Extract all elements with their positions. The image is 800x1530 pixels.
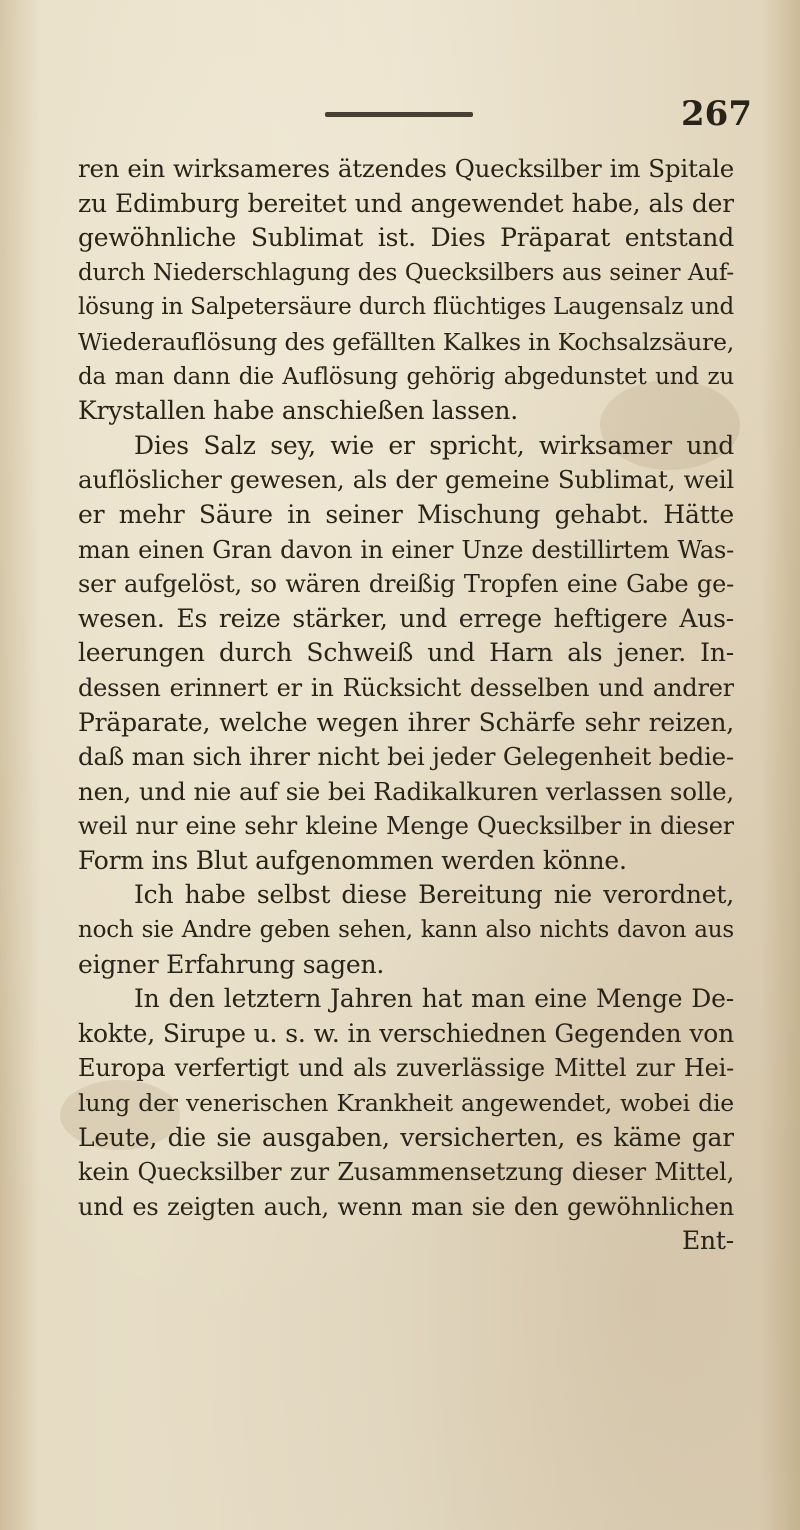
- text-line: weil nur eine sehr kleine Menge Quecksilber in dieser: [78, 812, 734, 841]
- text-line: da man dann die Auflösung gehörig abgedunstet und zu: [78, 363, 734, 390]
- text-line: Dies Salz sey, wie er spricht, wirksamer und: [134, 430, 734, 460]
- text-line: In den letztern Jahren hat man eine Menge De-: [134, 984, 734, 1014]
- text-line: noch sie Andre geben sehen, kann also nichts davon aus: [78, 917, 734, 944]
- text-line: wesen. Es reize stärker, und errege heftigere Aus-: [78, 603, 734, 633]
- text-line: gewöhnliche Sublimat ist. Dies Präparat entstand: [78, 223, 734, 253]
- body-text: [78, 152, 734, 1259]
- text-line: ser aufgelöst, so wären dreißig Tropfen eine Gabe ge-: [78, 570, 734, 599]
- text-line: er mehr Säure in seiner Mischung gehabt. Hätte: [78, 499, 734, 529]
- text-line: lösung in Salpetersäure durch flüchtiges Laugensalz und: [78, 294, 734, 321]
- text-line: auflöslicher gewesen, als der gemeine Sublimat, weil: [78, 465, 734, 495]
- text-line: daß man sich ihrer nicht bei jeder Gelegenheit bedie-: [78, 742, 734, 772]
- text-line: Leute, die sie ausgaben, versicherten, es käme gar: [78, 1122, 734, 1152]
- text-line: Krystallen habe anschießen lassen.: [78, 396, 518, 426]
- text-line: Form ins Blut aufgenommen werden könne.: [78, 845, 627, 875]
- text-line: durch Niederschlagung des Quecksilbers aus seiner Auf-: [78, 259, 734, 286]
- text-line: Ent-: [681, 1226, 734, 1256]
- text-line: leerungen durch Schweiß und Harn als jener. In-: [78, 638, 734, 668]
- text-line: Präparate, welche wegen ihrer Schärfe sehr reizen,: [78, 707, 734, 737]
- text-line: ren ein wirksameres ätzendes Quecksilber im Spitale: [78, 154, 734, 183]
- text-line: kokte, Sirupe u. s. w. in verschiednen Gegenden von: [78, 1018, 734, 1048]
- text-line: Ich habe selbst diese Bereitung nie verordnet,: [134, 880, 734, 910]
- text-line: lung der venerischen Krankheit angewendet, wobei die: [78, 1089, 734, 1118]
- text-line: zu Edimburg bereitet und angewendet habe, als der: [78, 188, 734, 218]
- text-line: dessen erinnert er in Rücksicht desselben und andrer: [78, 673, 734, 702]
- text-line: man einen Gran davon in einer Unze destillirtem Was-: [78, 535, 734, 564]
- text-line: Wiederauflösung des gefällten Kalkes in Kochsalzsäure,: [78, 327, 734, 356]
- header-rule: [325, 112, 473, 117]
- text-line: Europa verfertigt und als zuverlässige Mittel zur Hei-: [78, 1054, 734, 1083]
- text-line: nen, und nie auf sie bei Radikalkuren verlassen solle,: [78, 776, 734, 806]
- page-number: 267: [681, 94, 752, 134]
- text-line: eigner Erfahrung sagen.: [78, 949, 385, 979]
- text-line: und es zeigten auch, wenn man sie den gewöhnlichen: [78, 1192, 734, 1221]
- text-line: kein Quecksilber zur Zusammensetzung dieser Mittel,: [78, 1158, 734, 1187]
